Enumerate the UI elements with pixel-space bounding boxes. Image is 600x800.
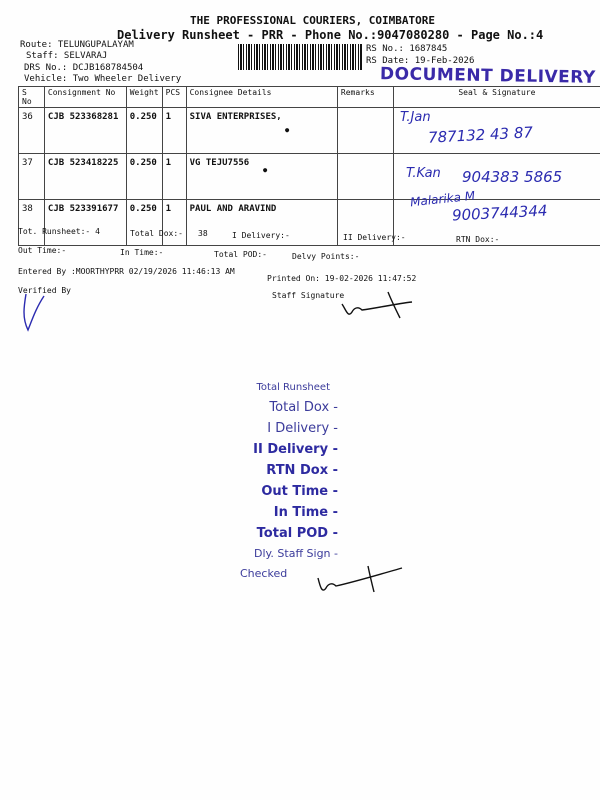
total-dox-value: 38: [198, 229, 208, 238]
cell-consignment: CJB 523368281: [44, 108, 126, 154]
total-dox-label: Total Dox:-: [130, 229, 183, 238]
col-consignment: Consignment No: [44, 87, 126, 108]
tot-runsheet: Tot. Runsheet:- 4: [18, 227, 100, 236]
cell-consignment: CJB 523391677: [44, 200, 126, 246]
out-time: Out Time:-: [18, 246, 67, 255]
document-delivery-stamp: DOCUMENT DELIVERY: [379, 64, 596, 88]
i-delivery: I Delivery:-: [232, 231, 290, 240]
cell-consignee: VG TEJU7556: [186, 154, 337, 200]
staff-label: Staff: SELVARAJ: [26, 51, 108, 61]
cell-pcs: 1: [162, 200, 186, 246]
verifier-signature: [14, 290, 54, 336]
company-name: THE PROFESSIONAL COURIERS, COIMBATORE: [190, 14, 436, 27]
entered-by: Entered By :MOORTHYPRR 02/19/2026 11:46:13 AM: [18, 267, 235, 276]
cell-sno: 37: [19, 154, 45, 200]
drs-number: DRS No.: DCJB168784504: [24, 63, 144, 73]
stamp-out-time: Out Time -: [261, 484, 338, 499]
ii-delivery: II Delivery:-: [343, 233, 406, 242]
handwritten-name: T.Kan: [406, 166, 441, 181]
cell-weight: 0.250: [126, 154, 162, 200]
cell-consignee: SIVA ENTERPRISES,: [186, 108, 337, 154]
runsheet-table: [18, 86, 600, 246]
col-consignee: Consignee Details: [186, 87, 337, 108]
handwritten-name: T.Jan: [400, 110, 431, 125]
stamp-total-pod: Total POD -: [256, 526, 338, 541]
rs-date: RS Date: 19-Feb-2026: [366, 56, 475, 66]
route-label: Route: TELUNGUPALAYAM: [20, 40, 134, 50]
handwritten-phone: 9003744344: [451, 201, 548, 225]
rs-number: RS No.: 1687845: [366, 44, 448, 54]
col-seal-signature: Seal & Signature: [393, 87, 600, 108]
col-weight: Weight: [126, 87, 162, 108]
staff-signature-label: Staff Signature: [272, 291, 345, 300]
staff-signature: [338, 288, 418, 322]
cell-consignee: PAUL AND ARAVIND: [186, 200, 337, 246]
handwritten-phone: 787132 43 87: [427, 123, 534, 147]
vehicle-label: Vehicle: Two Wheeler Delivery: [24, 74, 182, 84]
stamp-i-delivery: I Delivery -: [267, 421, 338, 436]
cell-pcs: 1: [162, 108, 186, 154]
dot-mark: ●: [285, 126, 290, 134]
cell-remarks: [337, 154, 393, 200]
printed-on: Printed On: 19-02-2026 11:47:52: [267, 274, 417, 283]
cell-sno: 38: [19, 200, 45, 246]
runsheet-title: Delivery Runsheet - PRR - Phone No.:9047080280 - Page No.:4: [117, 28, 544, 42]
stamp-total-runsheet: Total Runsheet: [256, 382, 330, 393]
dot-mark: ●: [263, 166, 268, 174]
handwritten-phone: 904383 5865: [462, 168, 563, 186]
stamp-signature: [310, 560, 410, 600]
handwritten-name: Malarika M: [409, 188, 476, 210]
stamp-checked: Checked: [240, 567, 288, 580]
stamp-dly-staff-sign: Dly. Staff Sign -: [253, 547, 338, 560]
col-sno: S No: [19, 87, 45, 108]
cell-weight: 0.250: [126, 200, 162, 246]
cell-pcs: 1: [162, 154, 186, 200]
verified-by: Verified By: [18, 286, 71, 295]
delvy-points: Delvy Points:-: [292, 252, 360, 261]
in-time: In Time:-: [120, 248, 164, 257]
barcode: [238, 44, 362, 70]
stamp-in-time: In Time -: [273, 505, 338, 520]
stamp-rtn-dox: RTN Dox -: [266, 463, 338, 478]
table-header-row: [19, 87, 600, 108]
stamp-ii-delivery: II Delivery -: [253, 442, 338, 457]
col-remarks: Remarks: [337, 87, 393, 108]
total-pod: Total POD:-: [214, 250, 267, 259]
rtn-dox: RTN Dox:-: [456, 235, 500, 244]
cell-consignment: CJB 523418225: [44, 154, 126, 200]
stamp-total-dox: Total Dox -: [269, 400, 338, 415]
cell-remarks: [337, 108, 393, 154]
cell-weight: 0.250: [126, 108, 162, 154]
col-pcs: PCS: [162, 87, 186, 108]
cell-sno: 36: [19, 108, 45, 154]
